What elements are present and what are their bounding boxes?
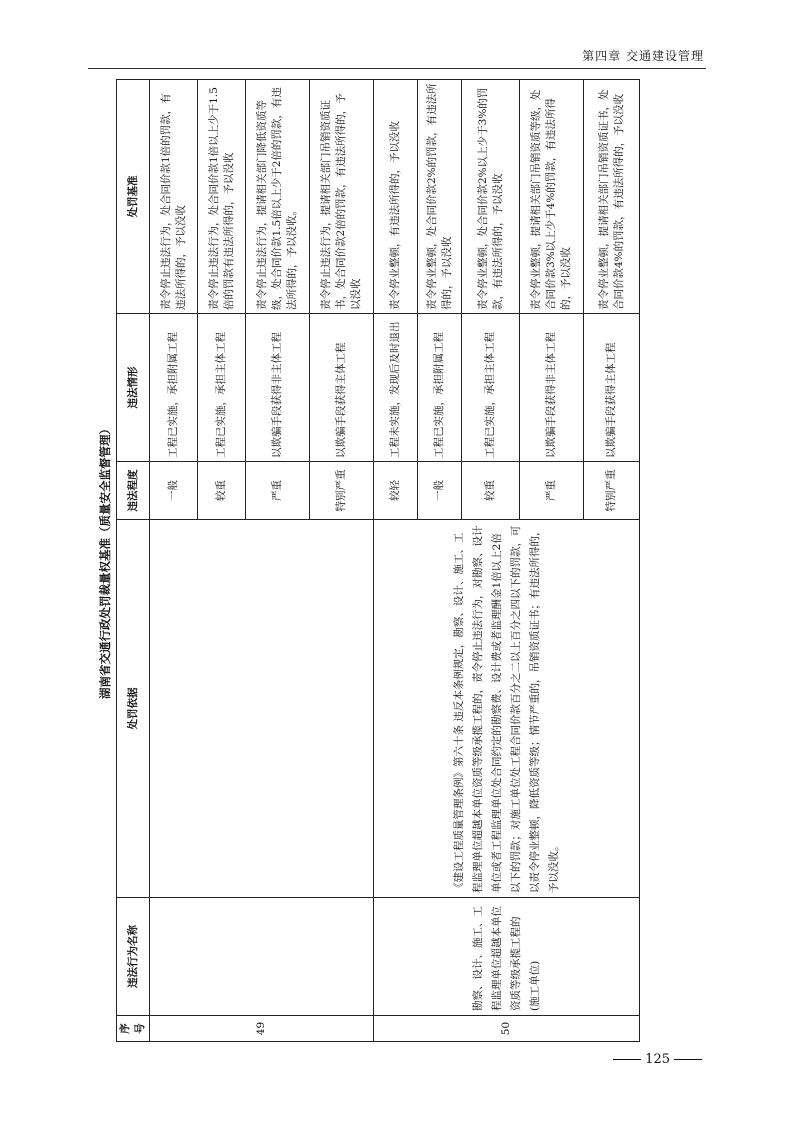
degree-cell: 较轻 [374,462,418,520]
violation-name-cell [150,898,374,1016]
page-number-value: 125 [645,1052,670,1067]
page-number [0,1052,706,1067]
degree-cell: 较重 [198,462,246,520]
table-row [150,80,198,1042]
situation-cell: 工程已实施，承担主体工程 [462,314,520,462]
table-row [374,80,418,1042]
situation-cell: 工程已实施，承担附属工程 [418,314,462,462]
table-title: 湖南省交通行政处罚裁量权基准（质量安全监督管理） [98,423,112,699]
situation-cell: 工程未实施，发现后及时退出 [374,314,418,462]
situation-cell: 工程已实施，承担附属工程 [150,314,198,462]
standard-cell: 责令停止违法行为，提请相关部门降低资质等级，处合同价款1.5倍以上少于2倍的罚款，有违法所得的，予以没收。 [246,80,310,314]
legal-basis-cell: 《建设工程质量管理条例》第六十条 违反本条例规定，勘察、设计、施工、工程监理单位超越本单位资质等级承揽工程的，责令停止违法行为，对勘察、设计单位或者工程监理单位处合同约定的勘察费、设计费或者监理酬金1倍以上2倍以下的罚款；对施工单位处工程合同价款百分之二以上百分之四以下的罚款，可以责令停业整顿，降低资质等级；情节严重的，吊销资质证书；有违法所得的，予以没收。 [374,520,640,898]
col-header-standard: 处罚基准 [117,80,150,314]
col-header-legal-basis: 处罚依据 [117,520,150,898]
col-header-violation-name: 违法行为名称 [117,898,150,1016]
rotated-table-block [94,80,708,1042]
situation-cell: 以欺骗手段获得主体工程 [584,314,640,462]
page-number-left-dash [613,1059,641,1060]
degree-cell: 一般 [418,462,462,520]
standard-cell: 责令停业整顿，处合同价款2%以上少于3%的罚款，有违法所得的，予以没收 [462,80,520,314]
row-number: 49 [150,1016,374,1042]
violation-name-cell: 勘察、设计、施工、工程监理单位超越本单位资质等级承揽工程的(施工单位) [374,898,640,1016]
degree-cell: 严重 [520,462,584,520]
standard-cell: 责令停止违法行为，提请相关部门吊销资质证书，处合同价款2倍的罚款，有违法所得的，予以没收 [310,80,374,314]
degree-cell: 特别严重 [310,462,374,520]
row-number: 50 [374,1016,640,1042]
degree-cell: 一般 [150,462,198,520]
running-header [88,44,706,69]
standard-cell: 责令停业整顿，有违法所得的，予以没收 [374,80,418,314]
situation-cell: 以欺骗手段获得非主体工程 [520,314,584,462]
degree-cell: 较重 [462,462,520,520]
col-header-situation: 违法情形 [117,314,150,462]
degree-cell: 严重 [246,462,310,520]
page-number-right-dash [674,1059,702,1060]
standard-cell: 责令停止违法行为，处合同价款1倍的罚款，有违法所得的，予以没收 [150,80,198,314]
situation-cell: 工程已实施，承担主体工程 [198,314,246,462]
situation-cell: 以欺骗手段获得主体工程 [310,314,374,462]
col-header-degree: 违法程度 [117,462,150,520]
standard-cell: 责令停止违法行为，处合同价款1倍以上少于1.5倍的罚款有违法所得的，予以没收 [198,80,246,314]
penalty-standard-table [116,79,640,1042]
table-header-row [117,80,150,1042]
standard-cell: 责令停业整顿，提请相关部门吊销资质等级，处合同价款3%以上少于4%的罚款，有违法所得的，予以没收 [520,80,584,314]
chapter-title: 第四章 交通建设管理 [582,49,704,63]
situation-cell: 以欺骗手段获得非主体工程 [246,314,310,462]
legal-basis-cell [150,520,374,898]
standard-cell: 责令停业整顿，处合同价款2%的罚款，有违法所得的，予以没收 [418,80,462,314]
standard-cell: 责令停业整顿，提请相关部门吊销资质证书，处合同价款4%的罚款，有违法所得的，予以没收 [584,80,640,314]
col-header-no: 序号 [117,1016,150,1042]
degree-cell: 特别严重 [584,462,640,520]
